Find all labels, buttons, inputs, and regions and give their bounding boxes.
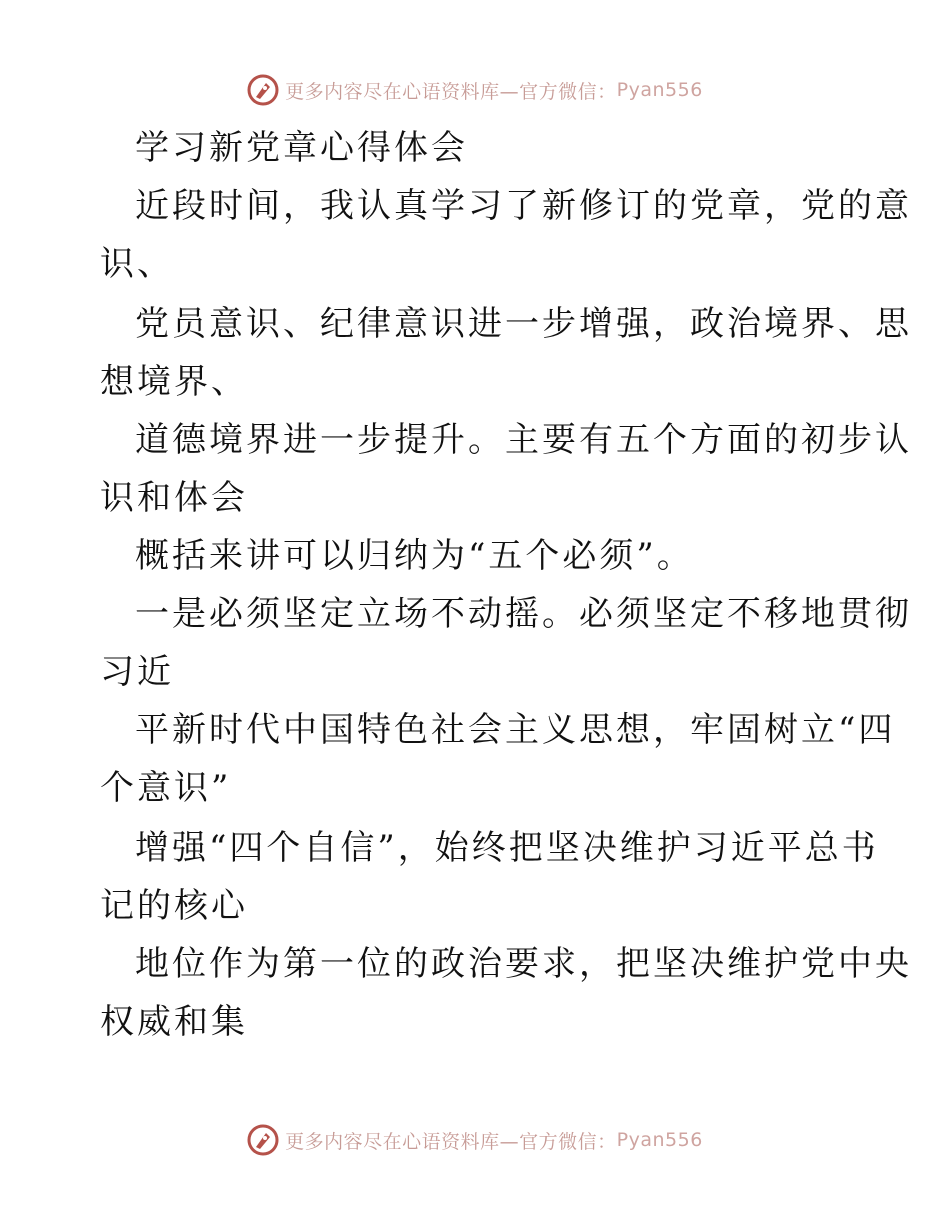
paragraph-line: 权威和集 xyxy=(100,1002,248,1042)
paragraph-line: 一是必须坚定立场不动摇。必须坚定不移地贯彻 xyxy=(135,594,912,634)
paragraph-line: 概括来讲可以归纳为“五个必须”。 xyxy=(135,536,694,576)
paragraph-line: 识和体会 xyxy=(100,478,248,518)
footer-watermark xyxy=(0,1120,950,1160)
watermark-wechat-id: Pyan556 xyxy=(616,79,703,101)
watermark-wechat-id: Pyan556 xyxy=(616,1129,703,1151)
pen-nib-logo-icon xyxy=(247,74,279,106)
pen-nib-logo-icon xyxy=(247,1124,279,1156)
header-watermark xyxy=(0,70,950,110)
paragraph-line: 增强“四个自信”，始终把坚决维护习近平总书 xyxy=(135,828,879,868)
watermark-text: 更多内容尽在心语资料库—官方微信： xyxy=(285,80,617,103)
paragraph-line: 地位作为第一位的政治要求，把坚决维护党中央 xyxy=(135,944,912,984)
paragraph-line: 平新时代中国特色社会主义思想，牢固树立“四 xyxy=(135,710,896,750)
paragraph-line: 近段时间，我认真学习了新修订的党章，党的意 xyxy=(135,186,912,226)
watermark-text: 更多内容尽在心语资料库—官方微信： xyxy=(285,1130,617,1153)
paragraph-line: 道德境界进一步提升。主要有五个方面的初步认 xyxy=(135,420,912,460)
paragraph-line: 想境界、 xyxy=(100,362,248,402)
paragraph-line: 习近 xyxy=(100,652,174,692)
paragraph-line: 党员意识、纪律意识进一步增强，政治境界、思 xyxy=(135,304,912,344)
paragraph-line: 识、 xyxy=(100,244,174,284)
paragraph-line: 记的核心 xyxy=(100,886,248,926)
paragraph-line: 个意识” xyxy=(100,768,232,808)
document-title: 学习新党章心得体会 xyxy=(135,128,468,168)
